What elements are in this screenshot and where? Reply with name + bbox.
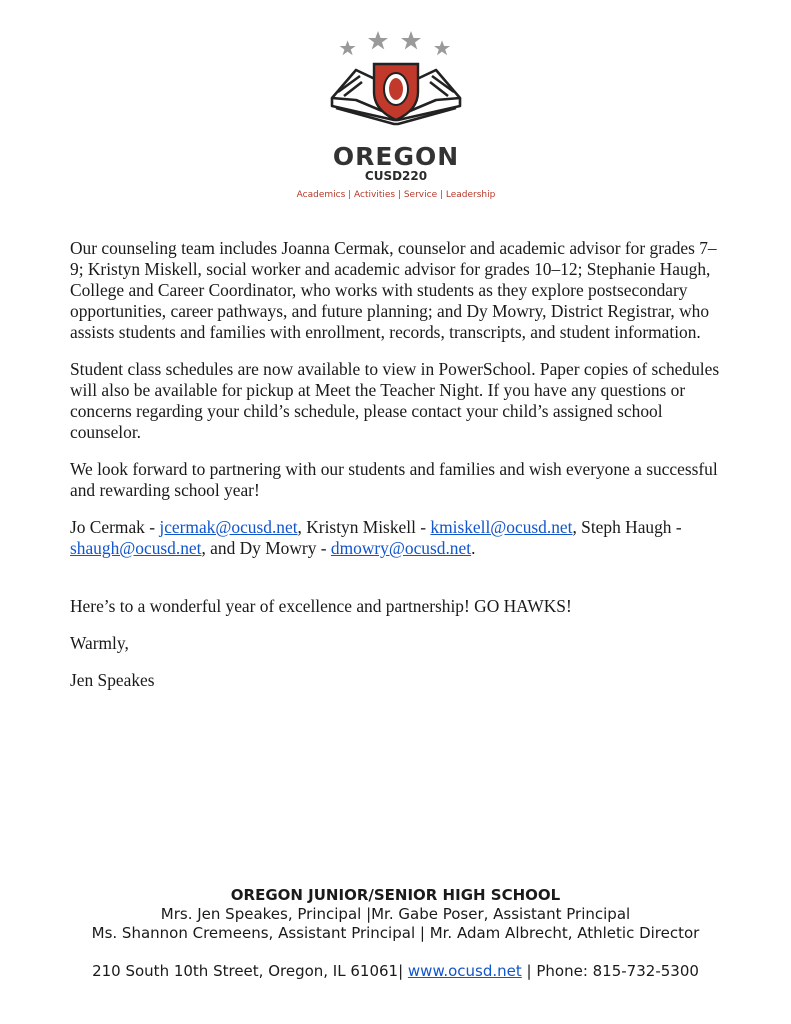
star-icons: [340, 31, 450, 55]
closing-line: Here’s to a wonderful year of excellence and partnership! GO HAWKS!: [70, 596, 572, 616]
counseling-team-paragraph: Our counseling team includes Joanna Cermak, counselor and academic advisor for grades 7–9; Kristyn Miskell, social worker and academic advisor for grades 10–12; Stephanie Haugh, College and Career Coordinator, who works with students as they explore postsecondary opportunities, career pathways, and future planning; and Dy Mowry, District Registrar, who assists students and families with enrollment, records, transcripts, and student information.: [70, 238, 717, 342]
schedules-paragraph: Student class schedules are now available to view in PowerSchool. Paper copies of schedules will also be available for pickup at Meet the Teacher Night. If you have any questions or concerns regarding your child’s schedule, please contact your child’s assigned school counselor.: [70, 359, 720, 442]
contacts-paragraph: [70, 517, 720, 559]
contact-name-mowry: , and Dy Mowry -: [201, 538, 331, 558]
school-name: OREGON JUNIOR/SENIOR HIGH SCHOOL: [230, 886, 561, 904]
contact-name-miskell: , Kristyn Miskell -: [297, 517, 431, 537]
letterhead-footer: [0, 886, 791, 981]
email-link-miskell[interactable]: kmiskell@ocusd.net: [430, 517, 573, 537]
logo-subtitle: CUSD220: [364, 169, 428, 183]
staff-line-2: Ms. Shannon Cremeens, Assistant Principal | Mr. Adam Albrecht, Athletic Director: [91, 924, 700, 942]
star-icon: [340, 40, 356, 55]
contact-name-cermak: Jo Cermak -: [70, 517, 160, 537]
contact-name-haugh: , Steph Haugh -: [572, 517, 682, 537]
signoff: Warmly,: [70, 633, 129, 653]
street-address: 210 South 10th Street, Oregon, IL 61061|: [92, 962, 408, 980]
star-icon: [401, 31, 421, 50]
email-link-haugh[interactable]: shaugh@ocusd.net: [70, 538, 202, 558]
logo-tagline: Academics | Activities | Service | Leadership: [296, 190, 496, 200]
phone-number: | Phone: 815-732-5300: [521, 962, 699, 980]
email-link-mowry[interactable]: dmowry@ocusd.net: [330, 538, 472, 558]
star-icon: [434, 40, 450, 55]
email-link-cermak[interactable]: jcermak@ocusd.net: [159, 517, 298, 537]
letter-body: [70, 238, 720, 707]
website-link[interactable]: www.ocusd.net: [407, 962, 522, 980]
partnering-paragraph: We look forward to partnering with our students and families and wish everyone a successful and rewarding school year!: [70, 459, 718, 500]
signature: Jen Speakes: [70, 670, 155, 690]
contacts-end: .: [471, 538, 476, 558]
staff-line-1: Mrs. Jen Speakes, Principal |Mr. Gabe Poser, Assistant Principal: [160, 905, 631, 923]
logo-graphic: [290, 28, 502, 144]
star-icon: [368, 31, 388, 50]
address-line: [0, 962, 791, 981]
district-logo: [290, 28, 502, 200]
blank-line: [70, 575, 720, 596]
logo-title: OREGON: [332, 142, 460, 171]
